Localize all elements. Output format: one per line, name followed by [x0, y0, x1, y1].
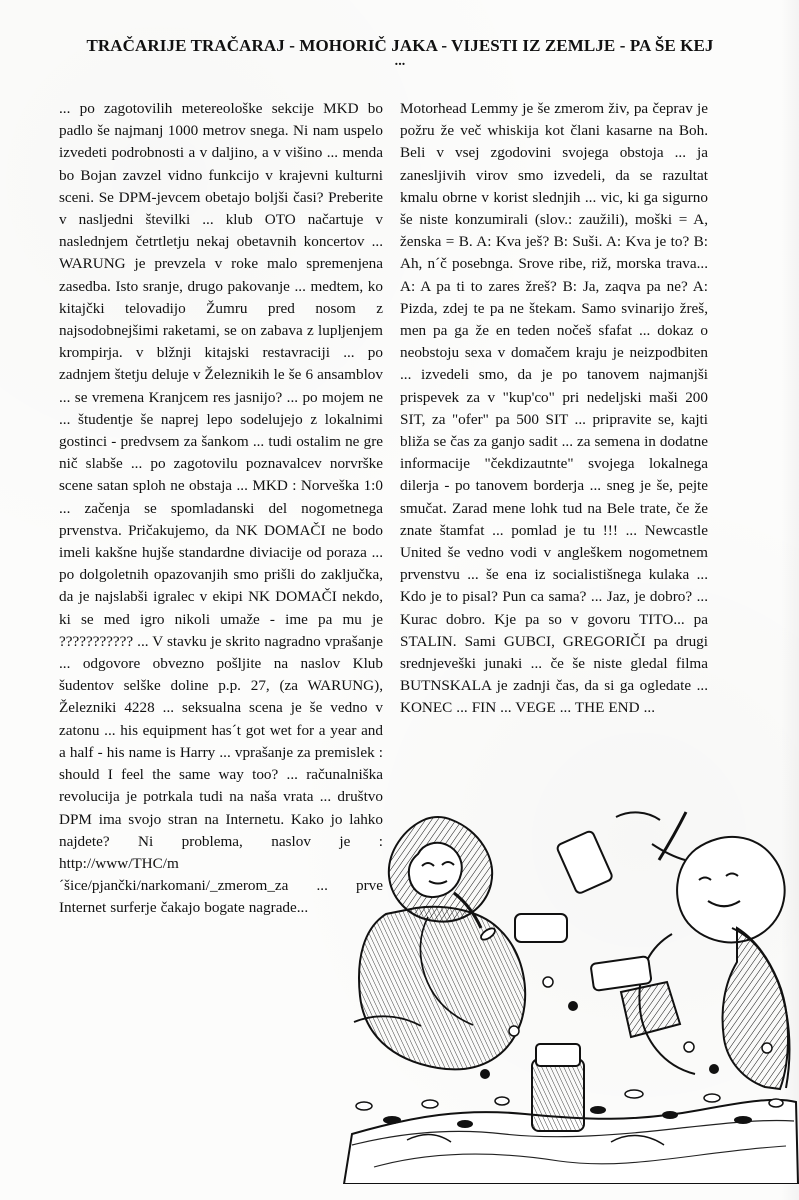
left-cartoon-person — [354, 817, 525, 1070]
left-news-column — [59, 98, 383, 920]
header-dots: ... — [394, 54, 406, 69]
header-title: TRAČARIJE TRAČARAJ - MOHORIČ JAKA - VIJESTI IZ ZEMLJE - PA ŠE KEJ — [86, 36, 714, 55]
right-column-text: Motorhead Lemmy je še zmerom živ, pa čeprav je požru že več whiskija kot člani kasarne na Boh. Beli v vsej zgodovini svojega obstoja ... ja zanesljivih virov smo izvedeli, da se razultat kmalu obrne v korist slednjih ... vic, ki ga sigurno še niste konzumirali (slov.: zaužili), moški = A, ženska = B. A: Kva ješ? B: Suši. A: Kva je to? B: Ah, n´č posebnga. Srove ribe, riž, morska trava... A: A pa ti to zares žreš? B: Ja, zaqva pa ne? A: Pizda, zdej te pa ne štekam. Samo svinarijo žreš, men pa ga že en teden nočeš sfafat ... dokaz o neobstoju sexa v domačem kraju je neizpodbiten ... izvedeli smo, da je po tanovem najmanjši prispevek za v "kup'co" pri nedeljski maši 200 SIT, za "ofer" pa 500 SIT ... pripravite se, kajti bliža se čas za ganjo sadit ... za semena in dodatne informacije "čekdizautnte" svojega lokalnega dilerja - po tanovem borderja ... sneg je še, pejte smučat. Zarad mene lohk tud na Bele trate, če že znate štamfat ... pomlad je tu !!! ... Newcastle United še vedno vodi v angleškem nogometnem prvenstvu ... še ena iz socialistišnega kulaka ... Kdo je to pisal? Pun ca sama? ... Jaz, je dobro? ... Kurac dobro. Kje pa so v govoru TITO... pa STALIN. Sami GUBCI, GREGORIČI pa drugi srednjeveški junaki ... če še niste gledal filma BUTNSKALA je zadnji čas, da si ga ogledate ... KONEC ... FIN ... VEGE ... THE END ... — [400, 100, 708, 717]
pill-containers — [515, 830, 680, 1131]
left-column-text: ... po zagotovilih metereološke sekcije MKD bo padlo še najmanj 1000 metrov snega. Ni nam uspelo izvedeti podrobnosti a v daljino, a v višino ... menda bo Bojan zavzel vidno funkcijo v krajevni kulturni sceni. Se DPM-jevcem obetajo boljši časi? Preberite v nasljedni številki ... klub OTO načartuje v naslednjem četrtletju nekaj obetavnih koncertov ... WARUNG je prevzela v roke malo spremenjena zasedba. Isto sranje, drugo pakovanje ... medtem, ko kitajčki telovadijo Žumru pred nosom z najsodobnejšimi raketami, se on zabava z lupljenjem krompirja. v blžnji kitajski restavraciji ... po zadnjem štetju deluje v Železnikih le še 6 ansamblov ... se vremena Kranjcem res jasnijo? ... po mojem ne ... študentje še naprej lepo sodelujejo z lokalnimi gostinci - predvsem za šankom ... tudi ostalim ne gre nič slabše ... po zagotovilu poznavalcev norvrške scene satan sploh ne obstaja ... MKD : Norveška 1:0 ... začenja se spomladanski del nogometnega prvenstva. Pričakujemo, da NK DOMAČI ne bodo imeli kakšne hujše standardne diviacije od poraza ... po dolgoletnih opazovanjih smo prišli do zaključka, da je najslabši igralec v ekipi NK DOMAČI nekdo, ki se med igro nikoli umaže - ime pa mu je ??????????? ... V stavku je skrito nagradno vprašanje ... odgovore obvezno pošljite na naslov Klub šudentov selške doline p.p. 27, (za WARUNG), Železniki 4228 ... seksualna scena je še vedno v zatonu ... his equipment has´t got wet for a year and a half - his name is Harry ... vprašanje za premislek : should I feel the same way too? ... računalniška revolucija je potrkala tudi na naša vrata ... društvo DPM ima svojo stran na Internetu. Kako jo lahko najdete? Ni problema, naslov je : http://www/THC/m´šice/pjančki/narkomani/_zmerom_za ... prve Internet surferje čakajo bogate nagrade... — [59, 100, 383, 917]
page-header — [46, 37, 754, 69]
right-news-column — [400, 98, 708, 720]
cartoon-pill-eaters-illustration — [334, 802, 799, 1184]
